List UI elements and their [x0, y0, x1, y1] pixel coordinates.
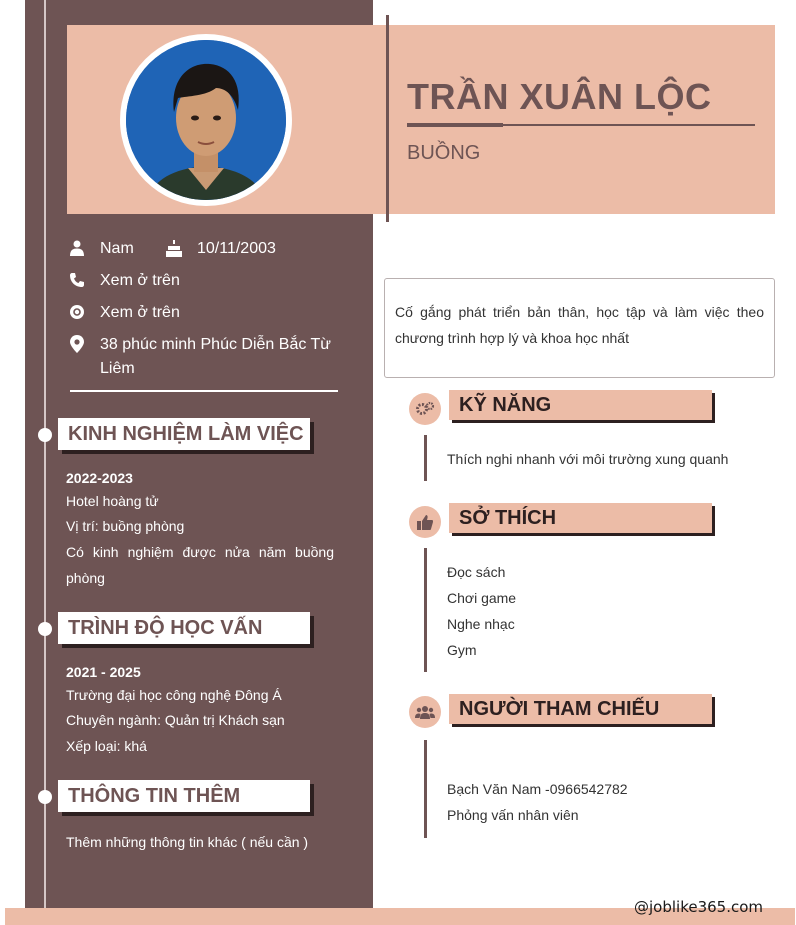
- experience-description: Có kinh nghiệm được nửa năm buồng phòng: [66, 544, 334, 586]
- reference-item: Phỏng vấn nhân viên: [447, 807, 579, 823]
- references-line: [424, 740, 427, 838]
- name-underline-accent: [407, 123, 503, 127]
- hobby-item: Gym: [447, 642, 477, 658]
- education-major: Chuyên ngành: Quản trị Khách sạn: [66, 712, 285, 728]
- education-grade: Xếp loại: khá: [66, 738, 147, 754]
- education-period: 2021 - 2025: [66, 664, 141, 680]
- cake-icon: [163, 237, 185, 259]
- at-icon: [66, 301, 88, 323]
- email-row: [66, 301, 180, 325]
- gender-value: Nam: [100, 240, 134, 257]
- skills-heading: KỸ NĂNG: [449, 390, 712, 420]
- hobby-item: Nghe nhạc: [447, 616, 515, 632]
- address-row: [66, 333, 336, 381]
- extra-text: Thêm những thông tin khác ( nếu cần ): [66, 834, 309, 850]
- watermark: @joblike365.com: [634, 898, 764, 916]
- location-pin-icon: [66, 333, 88, 355]
- hobby-item: Đọc sách: [447, 564, 506, 580]
- phone-row: [66, 269, 180, 293]
- sidebar-divider: [70, 390, 338, 392]
- references-heading: NGƯỜI THAM CHIẾU: [449, 694, 712, 724]
- candidate-name: TRẦN XUÂN LỘC: [407, 76, 712, 117]
- job-title: BUỒNG: [407, 142, 481, 164]
- thumbs-up-icon: [409, 506, 441, 538]
- birthday-row: [163, 237, 276, 261]
- hobbies-heading: SỞ THÍCH: [449, 503, 712, 533]
- birthday-value: 10/11/2003: [197, 240, 276, 257]
- experience-company: Hotel hoàng tử: [66, 493, 159, 509]
- phone-icon: [66, 269, 88, 291]
- timeline-line: [44, 0, 46, 925]
- career-objective: Cố gắng phát triển bản thân, học tập và làm việc theo chương trình hợp lý và khoa học nhất: [384, 278, 775, 378]
- hobbies-line: [424, 548, 427, 672]
- avatar-portrait: [126, 40, 286, 200]
- person-icon: [66, 237, 88, 259]
- avatar: [126, 40, 286, 200]
- experience-heading: KINH NGHIỆM LÀM VIỆC: [58, 418, 310, 450]
- reference-item: Bạch Văn Nam -0966542782: [447, 781, 628, 797]
- experience-period: 2022-2023: [66, 470, 133, 486]
- skills-line: [424, 435, 427, 481]
- users-icon: [409, 696, 441, 728]
- header-divider: [386, 15, 389, 222]
- email-value: Xem ở trên: [100, 304, 180, 321]
- experience-position: Vị trí: buồng phòng: [66, 518, 185, 534]
- address-value: 38 phúc minh Phúc Diễn Bắc Từ Liêm: [100, 336, 331, 377]
- education-school: Trường đại học công nghệ Đông Á: [66, 687, 282, 703]
- timeline-dot: [38, 790, 52, 804]
- skills-item: Thích nghi nhanh với môi trường xung quanh: [447, 451, 729, 467]
- timeline-dot: [38, 428, 52, 442]
- timeline-dot: [38, 622, 52, 636]
- gears-icon: [409, 393, 441, 425]
- education-heading: TRÌNH ĐỘ HỌC VẤN: [58, 612, 310, 644]
- hobby-item: Chơi game: [447, 590, 517, 606]
- phone-value: Xem ở trên: [100, 272, 180, 289]
- gender-row: [66, 237, 134, 261]
- extra-heading: THÔNG TIN THÊM: [58, 780, 310, 812]
